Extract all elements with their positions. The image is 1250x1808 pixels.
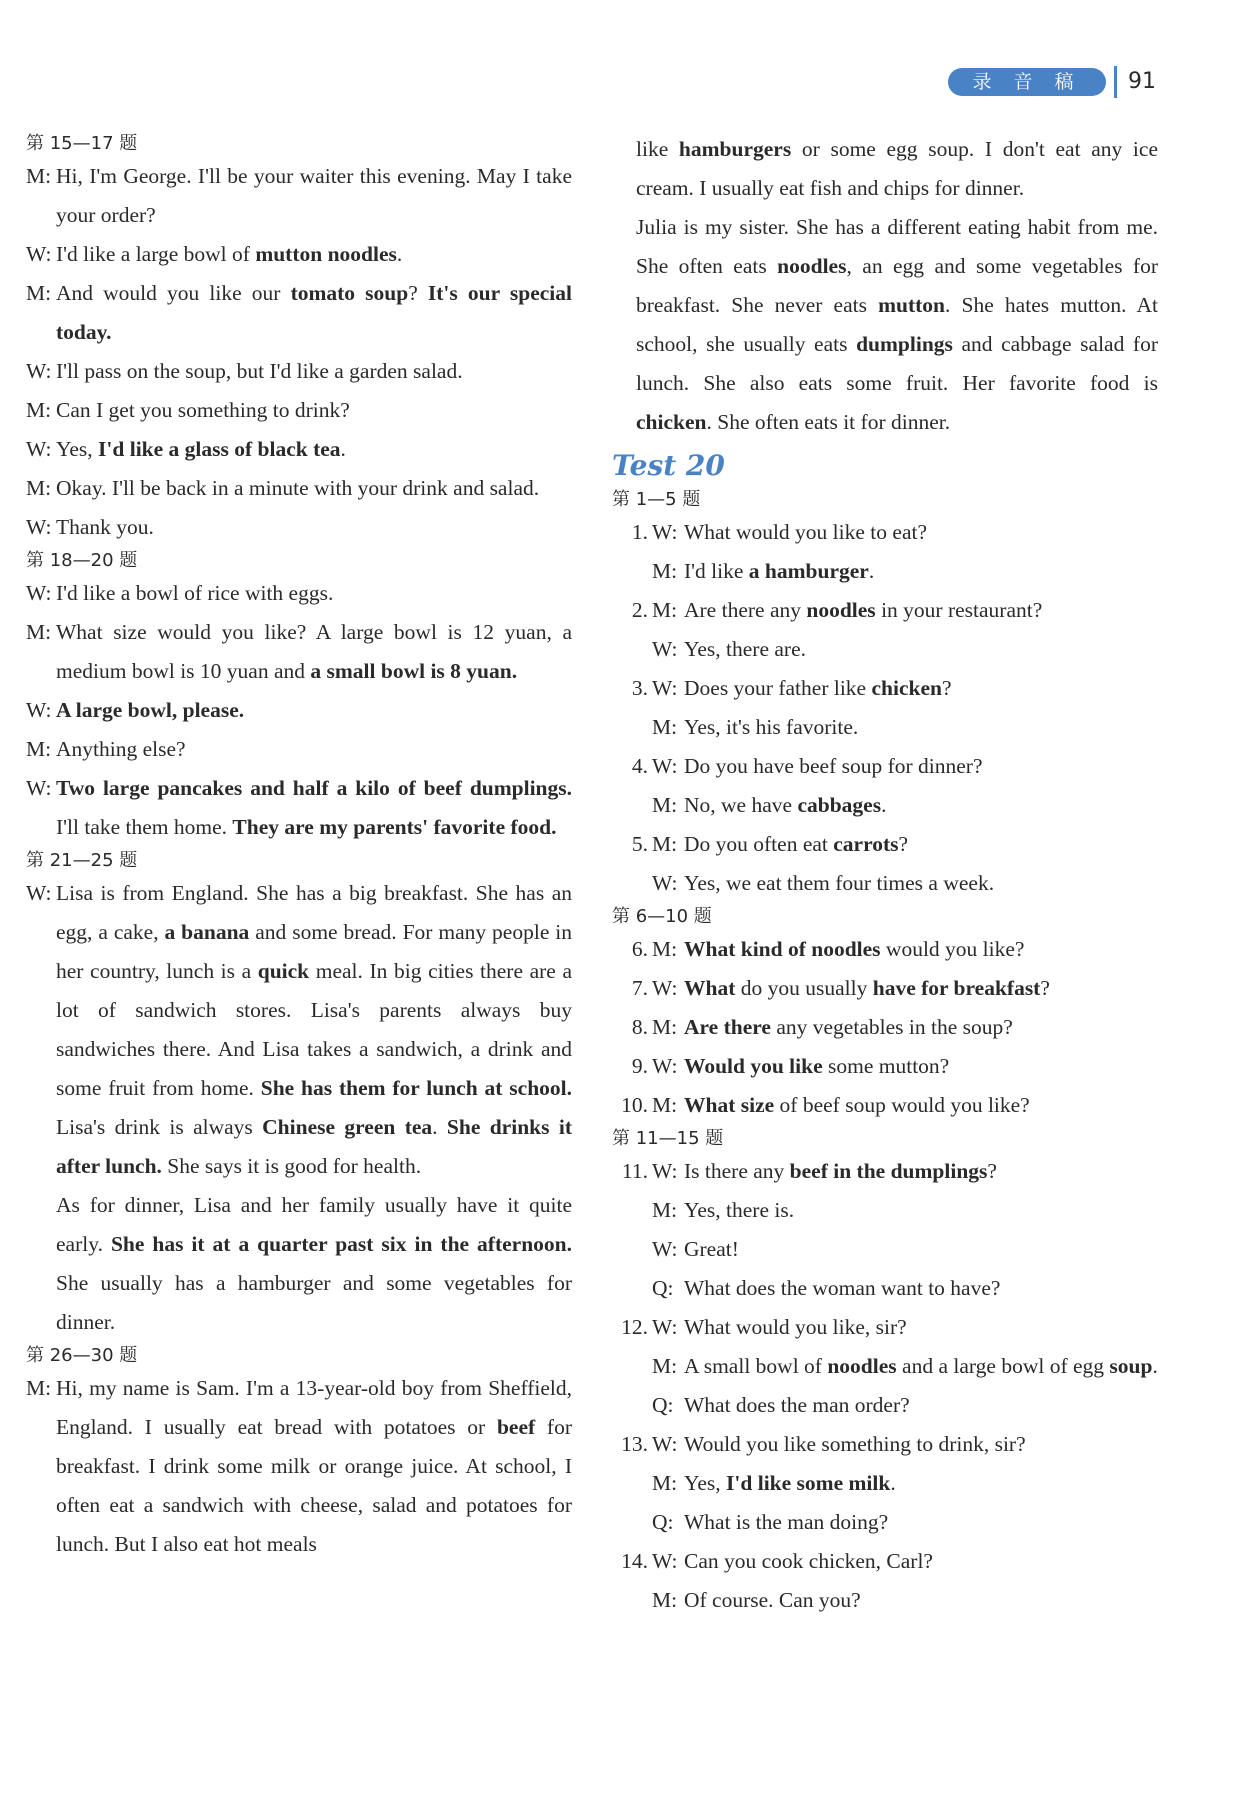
keyword: What: [684, 976, 736, 1000]
speaker: W:: [652, 1315, 678, 1339]
question-item: [612, 591, 1158, 630]
section-heading: 第 15—17 题: [26, 133, 138, 154]
speaker: W:: [26, 581, 52, 605]
section-heading: 第 11—15 题: [612, 1128, 724, 1149]
keyword: I'd like a glass of black tea: [98, 437, 341, 461]
question-item: [612, 1152, 1158, 1191]
line-text: Lisa's drink is always: [56, 1115, 263, 1139]
line-text: ?: [987, 1159, 997, 1183]
section-heading: 第 1—5 题: [612, 489, 701, 510]
line-text: . She hates mutton. At school, she usually eats: [636, 293, 1158, 356]
question-item: [612, 969, 1158, 1008]
keyword: What kind of noodles: [684, 937, 881, 961]
line-text: Do you often eat: [684, 832, 834, 856]
line-text: I'd like: [684, 559, 749, 583]
line-text: What would you like to eat?: [684, 520, 927, 544]
dialogue-line: [26, 157, 572, 235]
line-text: I'd like a bowl of rice with eggs.: [56, 581, 334, 605]
line-text: Is there any: [684, 1159, 790, 1183]
line-text: Yes,: [684, 1471, 727, 1495]
dialogue-line: [26, 691, 572, 730]
speaker: Q:: [652, 1510, 674, 1534]
question-number: 14.: [621, 1549, 648, 1573]
monologue: [26, 874, 572, 1186]
line-text: And would you like our: [56, 281, 291, 305]
line-text: Do you have beef soup for dinner?: [684, 754, 983, 778]
line-text: What would you like, sir?: [684, 1315, 907, 1339]
keyword: a small bowl is 8 yuan.: [310, 659, 518, 683]
line-text: Julia is my sister. She has a different eating habit from me. She often eats: [636, 215, 1158, 278]
line-text: What size would you like? A large bowl is 12 yuan, a medium bowl is 10 yuan and: [56, 620, 572, 683]
header-divider: [1114, 66, 1117, 98]
speaker: W:: [652, 637, 678, 661]
dialogue-line: [26, 430, 572, 469]
question-item: [612, 1008, 1158, 1047]
response-line: [612, 1191, 1158, 1230]
response-line: [612, 1464, 1158, 1503]
keyword: chicken: [636, 410, 707, 434]
speaker: W:: [652, 1549, 678, 1573]
right-column: [612, 130, 1158, 1620]
line-text: Yes, we eat them four times a week.: [684, 871, 995, 895]
keyword: A large bowl, please.: [56, 698, 245, 722]
line-text: of beef soup would you like?: [774, 1093, 1030, 1117]
dialogue-line: [26, 769, 572, 847]
question-item: [612, 747, 1158, 786]
line-text: Yes,: [56, 437, 99, 461]
dialogue-line: [26, 730, 572, 769]
speaker: W:: [652, 976, 678, 1000]
speaker: W:: [26, 437, 52, 461]
keyword: dumplings: [856, 332, 953, 356]
line-text: do you usually: [735, 976, 873, 1000]
monologue: [26, 1369, 572, 1564]
line-text: I'll take them home.: [56, 815, 233, 839]
keyword: Would you like: [684, 1054, 823, 1078]
keyword: mutton: [878, 293, 946, 317]
line-text: like: [636, 137, 679, 161]
line-text: Of course. Can you?: [684, 1588, 861, 1612]
speaker: M:: [652, 1198, 678, 1222]
keyword: mutton noodles: [255, 242, 397, 266]
speaker: M:: [652, 1471, 678, 1495]
line-text: any vegetables in the soup?: [770, 1015, 1013, 1039]
keyword: She has them for lunch at school.: [260, 1076, 572, 1100]
keyword: soup: [1109, 1354, 1153, 1378]
speaker: M:: [26, 398, 52, 422]
question-item: [612, 1308, 1158, 1347]
question-line: [612, 1503, 1158, 1542]
keyword: It's our special today.: [56, 281, 572, 344]
line-text: Yes, there are.: [684, 637, 806, 661]
line-text: ?: [1040, 976, 1050, 1000]
line-text: What does the woman want to have?: [684, 1276, 1001, 1300]
question-number: 13.: [621, 1432, 648, 1456]
question-item: [612, 1425, 1158, 1464]
question-number: 2.: [631, 598, 648, 622]
keyword: I'd like some milk: [726, 1471, 891, 1495]
speaker: W:: [652, 1159, 678, 1183]
line-text: A small bowl of: [684, 1354, 828, 1378]
keyword: a banana: [164, 920, 250, 944]
line-text: and cabbage salad for lunch. She also eats some fruit. Her favorite food is: [636, 332, 1158, 395]
keyword: carrots: [833, 832, 899, 856]
keyword: hamburgers: [678, 137, 792, 161]
section-heading: 第 18—20 题: [26, 550, 138, 571]
line-text: ?: [898, 832, 909, 856]
question-item: [612, 1047, 1158, 1086]
keyword: What size: [684, 1093, 775, 1117]
keyword: She has it at a quarter past six in the afternoon.: [110, 1232, 572, 1256]
speaker: W:: [26, 776, 52, 800]
line-text: Are there any: [684, 598, 807, 622]
line-text: As for dinner, Lisa and her family usually have it quite early.: [56, 1193, 572, 1256]
line-text: What does the man order?: [684, 1393, 910, 1417]
speaker: M:: [652, 1588, 678, 1612]
keyword: chicken: [871, 676, 942, 700]
line-text: would you like?: [880, 937, 1025, 961]
dialogue-line: [26, 391, 572, 430]
speaker: M:: [26, 164, 52, 188]
line-text: Hi, my name is Sam. I'm a 13-year-old boy from Sheffield, England. I usually eat bread with potatoes or: [56, 1376, 572, 1439]
keyword: beef: [496, 1415, 536, 1439]
line-text: for breakfast. I drink some milk or orange juice. At school, I often eat a sandwich with cheese, salad and potatoes for lunch. But I also eat hot meals: [56, 1415, 572, 1556]
response-line: [612, 786, 1158, 825]
dialogue-line: [26, 274, 572, 352]
line-text: ?: [408, 281, 428, 305]
speaker: W:: [652, 1054, 678, 1078]
speaker: W:: [26, 515, 52, 539]
line-text: No, we have: [684, 793, 798, 817]
line-text: I'll pass on the soup, but I'd like a garden salad.: [56, 359, 463, 383]
line-text: Thank you.: [56, 515, 154, 539]
speaker: M:: [652, 715, 678, 739]
question-number: 10.: [621, 1093, 648, 1117]
line-text: She usually has a hamburger and some vegetables for dinner.: [56, 1271, 572, 1334]
speaker: W:: [652, 871, 678, 895]
speaker: W:: [26, 698, 52, 722]
line-text: Can I get you something to drink?: [56, 398, 350, 422]
line-text: Would you like something to drink, sir?: [684, 1432, 1026, 1456]
speaker: M:: [26, 281, 52, 305]
question-number: 7.: [631, 976, 648, 1000]
question-item: [612, 669, 1158, 708]
line-text: meal. In big cities there are a lot of sandwich stores. Lisa's parents always buy sandwiches there. And Lisa takes a sandwich, a drink and some fruit from home.: [56, 959, 572, 1100]
speaker: M:: [26, 1376, 52, 1400]
dialogue-line: [26, 469, 572, 508]
response-line: [612, 1581, 1158, 1620]
section-heading: 第 26—30 题: [26, 1345, 138, 1366]
line-text: . She often eats it for dinner.: [706, 410, 951, 434]
dialogue-line: [26, 613, 572, 691]
speaker: M:: [652, 598, 678, 622]
keyword: Chinese green tea: [262, 1115, 433, 1139]
speaker: M:: [652, 937, 678, 961]
keyword: have for breakfast: [872, 976, 1041, 1000]
keyword: noodles: [806, 598, 876, 622]
speaker: M:: [652, 793, 678, 817]
line-text: Yes, there is.: [684, 1198, 795, 1222]
line-text: .: [396, 242, 403, 266]
line-text: Can you cook chicken, Carl?: [684, 1549, 933, 1573]
speaker: M:: [652, 1354, 678, 1378]
keyword: noodles: [827, 1354, 897, 1378]
line-text: .: [881, 793, 887, 817]
question-item: [612, 825, 1158, 864]
speaker: W:: [26, 242, 52, 266]
response-line: [612, 1347, 1158, 1386]
question-number: 12.: [621, 1315, 648, 1339]
question-number: 3.: [631, 676, 648, 700]
line-text: , an egg and some vegetables for breakfast. She never eats: [636, 254, 1158, 317]
speaker: M:: [26, 620, 52, 644]
line-text: .: [1152, 1354, 1158, 1378]
paragraph: [26, 1186, 572, 1342]
line-text: .: [432, 1115, 447, 1139]
speaker: W:: [26, 359, 52, 383]
paragraph: [612, 208, 1158, 442]
line-text: and a large bowl of egg: [896, 1354, 1110, 1378]
speaker: Q:: [652, 1393, 674, 1417]
section-heading: 第 21—25 题: [26, 850, 138, 871]
keyword: quick: [257, 959, 310, 983]
speaker: W:: [652, 676, 678, 700]
page-header: [948, 62, 1188, 102]
question-item: [612, 513, 1158, 552]
line-text: I'd like a large bowl of: [56, 242, 256, 266]
line-text: She says it is good for health.: [161, 1154, 422, 1178]
question-number: 1.: [631, 520, 648, 544]
response-line: [612, 708, 1158, 747]
speaker: Q:: [652, 1276, 674, 1300]
line-text: .: [340, 437, 346, 461]
speaker: W:: [652, 520, 678, 544]
keyword: Two large pancakes and half a kilo of beef dumplings.: [56, 776, 572, 800]
dialogue-line: [26, 508, 572, 547]
question-item: [612, 1542, 1158, 1581]
question-number: 9.: [631, 1054, 648, 1078]
speaker: W:: [652, 1237, 678, 1261]
line-text: Okay. I'll be back in a minute with your drink and salad.: [56, 476, 540, 500]
line-text: ?: [941, 676, 952, 700]
speaker: M:: [26, 476, 52, 500]
line-text: Lisa is from England. She has a big breakfast. She has an egg, a cake,: [56, 881, 572, 944]
question-line: [612, 1269, 1158, 1308]
keyword: They are my parents' favorite food.: [232, 815, 557, 839]
question-number: 8.: [631, 1015, 648, 1039]
line-text: .: [868, 559, 875, 583]
left-column: [26, 130, 572, 1564]
line-text: in your restaurant?: [875, 598, 1043, 622]
speaker: M:: [652, 1015, 678, 1039]
speaker: M:: [652, 1093, 678, 1117]
speaker: M:: [652, 832, 678, 856]
line-text: or some egg soup. I don't eat any ice cream. I usually eat fish and chips for dinner.: [636, 137, 1158, 200]
question-number: 4.: [631, 754, 648, 778]
section-heading: 第 6—10 题: [612, 906, 712, 927]
speaker: M:: [652, 559, 678, 583]
line-text: Great!: [684, 1237, 739, 1261]
dialogue-line: [26, 352, 572, 391]
question-number: 11.: [621, 1159, 648, 1183]
dialogue-line: [26, 235, 572, 274]
keyword: noodles: [777, 254, 847, 278]
line-text: Hi, I'm George. I'll be your waiter this evening. May I take your order?: [56, 164, 572, 227]
response-line: [612, 552, 1158, 591]
response-line: [612, 1230, 1158, 1269]
dialogue-line: [26, 574, 572, 613]
section-badge: 录 音 稿: [948, 68, 1106, 96]
line-text: Yes, it's his favorite.: [684, 715, 859, 739]
response-line: [612, 864, 1158, 903]
question-number: 5.: [631, 832, 648, 856]
line-text: What is the man doing?: [684, 1510, 889, 1534]
line-text: Anything else?: [56, 737, 186, 761]
line-text: and some bread. For many people in her country, lunch is a: [56, 920, 573, 983]
keyword: beef in the dumplings: [789, 1159, 988, 1183]
test-title: Test 20: [612, 449, 725, 482]
question-line: [612, 1386, 1158, 1425]
speaker: W:: [26, 881, 52, 905]
speaker: W:: [652, 754, 678, 778]
line-text: some mutton?: [822, 1054, 950, 1078]
line-text: Does your father like: [684, 676, 872, 700]
paragraph: [612, 130, 1158, 208]
page-number: 91: [1128, 69, 1156, 94]
keyword: She drinks it after lunch.: [56, 1115, 572, 1178]
question-item: [612, 1086, 1158, 1125]
keyword: a hamburger: [748, 559, 869, 583]
keyword: tomato soup: [290, 281, 409, 305]
keyword: cabbages: [797, 793, 882, 817]
speaker: M:: [26, 737, 52, 761]
response-line: [612, 630, 1158, 669]
keyword: Are there: [684, 1015, 771, 1039]
question-item: [612, 930, 1158, 969]
question-number: 6.: [631, 937, 648, 961]
speaker: W:: [652, 1432, 678, 1456]
line-text: .: [890, 1471, 896, 1495]
